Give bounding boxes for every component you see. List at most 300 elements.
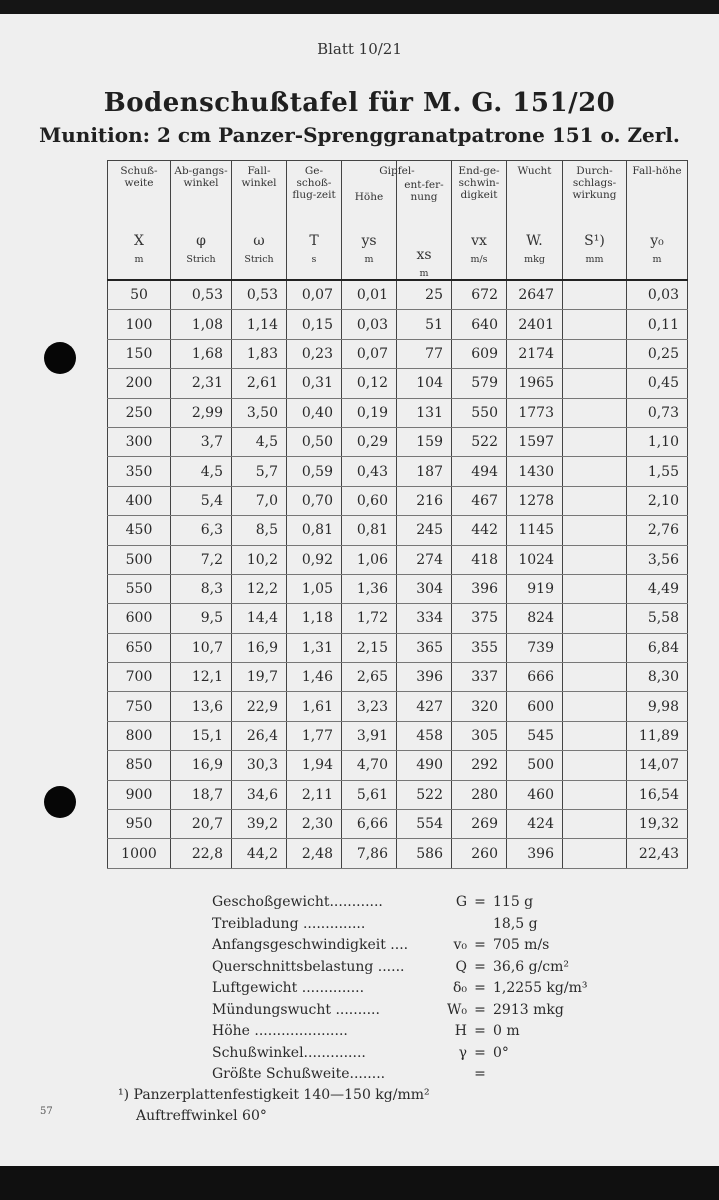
table-cell bbox=[563, 398, 627, 427]
table-row bbox=[108, 692, 688, 721]
column-symbol: ω bbox=[253, 233, 265, 249]
table-cell: 300 bbox=[108, 427, 171, 456]
column-label: End-ge-schwin-digkeit bbox=[458, 165, 500, 201]
constant-eq: = bbox=[474, 1023, 486, 1039]
table-row bbox=[108, 310, 688, 339]
table-cell: 2,48 bbox=[287, 839, 342, 868]
table-cell: 3,23 bbox=[342, 692, 397, 721]
table-cell: 14,4 bbox=[232, 604, 287, 633]
table-cell: 418 bbox=[452, 545, 507, 574]
table-cell: 0,15 bbox=[287, 310, 342, 339]
table-cell bbox=[563, 751, 627, 780]
table-cell: 320 bbox=[452, 692, 507, 721]
table-cell: 7,86 bbox=[342, 839, 397, 868]
constant-value: 2913 mkg bbox=[493, 1001, 564, 1018]
table-cell: 1773 bbox=[507, 398, 563, 427]
column-header bbox=[108, 161, 171, 281]
table-cell: 350 bbox=[108, 457, 171, 486]
constant-eq: = bbox=[474, 894, 486, 910]
table-cell bbox=[563, 486, 627, 515]
table-cell: 274 bbox=[397, 545, 452, 574]
table-cell: 2174 bbox=[507, 339, 563, 368]
column-header bbox=[627, 161, 688, 281]
column-label: Fall-winkel bbox=[241, 165, 277, 189]
column-symbol: X bbox=[134, 233, 144, 249]
constant-value: 0° bbox=[493, 1044, 509, 1061]
table-cell: 650 bbox=[108, 633, 171, 662]
table-cell: 396 bbox=[397, 663, 452, 692]
column-header bbox=[232, 161, 287, 281]
table-cell: 458 bbox=[397, 721, 452, 750]
table-cell: 0,53 bbox=[232, 280, 287, 310]
column-header bbox=[452, 161, 507, 281]
table-cell: 39,2 bbox=[232, 810, 287, 839]
table-cell: 9,98 bbox=[627, 692, 688, 721]
table-cell: 1278 bbox=[507, 486, 563, 515]
table-cell: 0,40 bbox=[287, 398, 342, 427]
table-cell: 0,45 bbox=[627, 369, 688, 398]
table-cell: 337 bbox=[452, 663, 507, 692]
column-symbol: φ bbox=[196, 233, 206, 249]
table-cell bbox=[563, 633, 627, 662]
table-cell: 0,12 bbox=[342, 369, 397, 398]
constant-value: 705 m/s bbox=[493, 937, 550, 953]
column-unit: m bbox=[652, 254, 662, 265]
footnote-line-1: Panzerplattenfestigkeit 140—150 kg/mm² bbox=[133, 1087, 430, 1103]
table-cell: 44,2 bbox=[232, 839, 287, 868]
table-row bbox=[108, 457, 688, 486]
constant-row bbox=[212, 1021, 588, 1043]
constant-symbol: G bbox=[455, 894, 467, 910]
footnote-marker: ¹) bbox=[118, 1087, 130, 1103]
table-cell: 50 bbox=[108, 280, 171, 310]
table-cell: 586 bbox=[397, 839, 452, 868]
table-cell bbox=[563, 369, 627, 398]
table-cell: 750 bbox=[108, 692, 171, 721]
table-cell: 3,56 bbox=[627, 545, 688, 574]
table-cell: 16,9 bbox=[232, 633, 287, 662]
table-cell: 22,9 bbox=[232, 692, 287, 721]
table-cell: 500 bbox=[507, 751, 563, 780]
table-cell: 0,29 bbox=[342, 427, 397, 456]
table-cell: 25 bbox=[397, 280, 452, 310]
firing-table bbox=[107, 160, 688, 869]
table-cell: 1597 bbox=[507, 427, 563, 456]
table-cell: 1,72 bbox=[342, 604, 397, 633]
column-label bbox=[344, 165, 415, 231]
table-cell: 12,1 bbox=[171, 663, 232, 692]
table-cell: 12,2 bbox=[232, 574, 287, 603]
constant-value: 1,2255 kg/m³ bbox=[493, 980, 588, 996]
constants-list bbox=[212, 892, 588, 1086]
constant-eq: = bbox=[474, 1066, 486, 1082]
table-cell: 0,03 bbox=[627, 280, 688, 310]
table-cell: 0,81 bbox=[287, 516, 342, 545]
table-cell: 2,30 bbox=[287, 810, 342, 839]
table-cell: 1,18 bbox=[287, 604, 342, 633]
table-cell: 0,23 bbox=[287, 339, 342, 368]
table-cell bbox=[563, 280, 627, 310]
table-cell: 355 bbox=[452, 633, 507, 662]
table-cell: 1,08 bbox=[171, 310, 232, 339]
group-label: Gipfel- bbox=[379, 165, 415, 177]
column-symbol: T bbox=[309, 233, 319, 249]
table-cell: 0,60 bbox=[342, 486, 397, 515]
table-cell: 10,2 bbox=[232, 545, 287, 574]
table-cell bbox=[563, 604, 627, 633]
table-row bbox=[108, 427, 688, 456]
table-cell: 6,84 bbox=[627, 633, 688, 662]
table-cell: 442 bbox=[452, 516, 507, 545]
table-cell: 522 bbox=[397, 780, 452, 809]
table-row bbox=[108, 721, 688, 750]
table-cell: 1,05 bbox=[287, 574, 342, 603]
table-cell: 824 bbox=[507, 604, 563, 633]
table-cell: 334 bbox=[397, 604, 452, 633]
constant-label: Geschoßgewicht............ bbox=[212, 894, 383, 910]
constant-row bbox=[212, 978, 588, 1000]
table-cell: 14,07 bbox=[627, 751, 688, 780]
table-cell: 131 bbox=[397, 398, 452, 427]
column-label-text: Höhe bbox=[354, 191, 384, 203]
table-cell: 16,54 bbox=[627, 780, 688, 809]
column-label: Wucht bbox=[517, 165, 552, 177]
table-cell: 1,94 bbox=[287, 751, 342, 780]
constant-row bbox=[212, 935, 588, 957]
footnote bbox=[118, 1085, 430, 1127]
table-row bbox=[108, 839, 688, 868]
table-cell: 1,10 bbox=[627, 427, 688, 456]
table-cell: 1,55 bbox=[627, 457, 688, 486]
table-cell: 245 bbox=[397, 516, 452, 545]
table-header bbox=[108, 161, 688, 281]
table-row bbox=[108, 545, 688, 574]
table-cell: 9,5 bbox=[171, 604, 232, 633]
table-cell bbox=[563, 310, 627, 339]
footnote-line-2: Auftreffwinkel 60° bbox=[136, 1108, 267, 1124]
table-cell: 467 bbox=[452, 486, 507, 515]
constant-label: Anfangsgeschwindigkeit .... bbox=[212, 937, 409, 953]
constant-symbol: H bbox=[454, 1023, 467, 1039]
table-cell: 150 bbox=[108, 339, 171, 368]
constant-symbol: W₀ bbox=[446, 1001, 467, 1018]
table-cell: 427 bbox=[397, 692, 452, 721]
table-row bbox=[108, 751, 688, 780]
column-unit: Strich bbox=[186, 254, 216, 265]
table-cell: 250 bbox=[108, 398, 171, 427]
table-cell: 20,7 bbox=[171, 810, 232, 839]
table-cell: 600 bbox=[507, 692, 563, 721]
table-row bbox=[108, 280, 688, 310]
punch-hole bbox=[44, 342, 76, 374]
column-unit: m bbox=[134, 254, 144, 265]
table-cell: 1,31 bbox=[287, 633, 342, 662]
table-cell: 3,7 bbox=[171, 427, 232, 456]
column-symbol: y₀ bbox=[650, 233, 664, 249]
sheet-number: Blatt 10/21 bbox=[317, 40, 402, 58]
table-cell: 0,43 bbox=[342, 457, 397, 486]
table-cell: 0,53 bbox=[171, 280, 232, 310]
table-cell: 2,65 bbox=[342, 663, 397, 692]
table-row bbox=[108, 369, 688, 398]
constant-value: 36,6 g/cm² bbox=[493, 958, 570, 975]
table-cell: 900 bbox=[108, 780, 171, 809]
table-cell: 2,10 bbox=[627, 486, 688, 515]
table-row bbox=[108, 516, 688, 545]
column-header bbox=[507, 161, 563, 281]
table-cell: 6,66 bbox=[342, 810, 397, 839]
page-number: 57 bbox=[40, 1106, 53, 1117]
table-cell: 187 bbox=[397, 457, 452, 486]
table-cell: 396 bbox=[452, 574, 507, 603]
table-cell: 5,4 bbox=[171, 486, 232, 515]
constant-value: 18,5 g bbox=[493, 915, 538, 932]
constant-row bbox=[212, 914, 588, 936]
table-cell: 1024 bbox=[507, 545, 563, 574]
table-cell: 0,50 bbox=[287, 427, 342, 456]
table-cell bbox=[563, 545, 627, 574]
column-symbol: vx bbox=[471, 233, 487, 249]
table-cell: 7,2 bbox=[171, 545, 232, 574]
column-header bbox=[171, 161, 232, 281]
table-cell: 30,3 bbox=[232, 751, 287, 780]
table-cell: 22,8 bbox=[171, 839, 232, 868]
table-cell: 494 bbox=[452, 457, 507, 486]
table-cell: 8,5 bbox=[232, 516, 287, 545]
table-cell: 739 bbox=[507, 633, 563, 662]
table-cell: 554 bbox=[397, 810, 452, 839]
table-cell: 22,43 bbox=[627, 839, 688, 868]
column-symbol: W. bbox=[526, 233, 543, 249]
table-cell: 11,89 bbox=[627, 721, 688, 750]
constant-label: Schußwinkel.............. bbox=[212, 1044, 366, 1061]
table-cell: 0,11 bbox=[627, 310, 688, 339]
constant-eq: = bbox=[474, 980, 486, 996]
column-label: Fall-höhe bbox=[632, 165, 682, 177]
table-row bbox=[108, 780, 688, 809]
table-cell bbox=[563, 839, 627, 868]
column-symbol: ys bbox=[361, 233, 377, 249]
constant-value: 115 g bbox=[493, 894, 534, 910]
table-cell: 2,31 bbox=[171, 369, 232, 398]
table-cell: 2,76 bbox=[627, 516, 688, 545]
table-cell: 1,61 bbox=[287, 692, 342, 721]
table-cell: 280 bbox=[452, 780, 507, 809]
table-cell: 0,73 bbox=[627, 398, 688, 427]
table-cell: 640 bbox=[452, 310, 507, 339]
table-cell: 51 bbox=[397, 310, 452, 339]
table-cell: 1,06 bbox=[342, 545, 397, 574]
table-cell: 1,77 bbox=[287, 721, 342, 750]
constant-label: Höhe ..................... bbox=[212, 1023, 348, 1039]
table-cell: 4,5 bbox=[171, 457, 232, 486]
table-cell: 950 bbox=[108, 810, 171, 839]
table-cell: 19,32 bbox=[627, 810, 688, 839]
table-cell: 0,70 bbox=[287, 486, 342, 515]
table-cell bbox=[563, 516, 627, 545]
constant-eq: = bbox=[474, 1044, 486, 1061]
table-cell: 5,61 bbox=[342, 780, 397, 809]
column-unit: Strich bbox=[244, 254, 274, 265]
table-cell bbox=[563, 457, 627, 486]
table-cell: 500 bbox=[108, 545, 171, 574]
table-cell: 4,70 bbox=[342, 751, 397, 780]
column-label: Ge-schoß-flug-zeit bbox=[292, 165, 336, 201]
table-cell: 216 bbox=[397, 486, 452, 515]
table-cell: 200 bbox=[108, 369, 171, 398]
table-row bbox=[108, 339, 688, 368]
table-cell bbox=[563, 574, 627, 603]
table-cell: 3,91 bbox=[342, 721, 397, 750]
constant-symbol: v₀ bbox=[453, 937, 467, 953]
column-unit: m/s bbox=[470, 254, 488, 265]
table-cell: 0,07 bbox=[342, 339, 397, 368]
table-cell: 16,9 bbox=[171, 751, 232, 780]
table-cell: 0,92 bbox=[287, 545, 342, 574]
table-cell: 0,01 bbox=[342, 280, 397, 310]
column-label: Schuß-weite bbox=[120, 165, 158, 189]
constant-label: Luftgewicht .............. bbox=[212, 980, 365, 996]
table-cell: 5,7 bbox=[232, 457, 287, 486]
column-header bbox=[342, 161, 415, 281]
table-cell: 4,5 bbox=[232, 427, 287, 456]
table-row bbox=[108, 604, 688, 633]
table-cell: 1000 bbox=[108, 839, 171, 868]
table-cell: 1,46 bbox=[287, 663, 342, 692]
constant-symbol: δ₀ bbox=[452, 980, 467, 996]
table-cell: 0,31 bbox=[287, 369, 342, 398]
table-cell: 579 bbox=[452, 369, 507, 398]
table-cell: 0,59 bbox=[287, 457, 342, 486]
table-cell: 0,19 bbox=[342, 398, 397, 427]
table-cell: 3,50 bbox=[232, 398, 287, 427]
constant-row bbox=[212, 957, 588, 979]
column-symbol: S¹) bbox=[584, 233, 605, 249]
table-cell: 700 bbox=[108, 663, 171, 692]
table-cell: 1965 bbox=[507, 369, 563, 398]
table-cell: 104 bbox=[397, 369, 452, 398]
table-cell bbox=[563, 663, 627, 692]
constant-label: Querschnittsbelastung ...... bbox=[212, 958, 405, 975]
table-cell: 1,68 bbox=[171, 339, 232, 368]
constant-value: 0 m bbox=[493, 1023, 520, 1039]
table-cell: 0,81 bbox=[342, 516, 397, 545]
table-cell: 0,25 bbox=[627, 339, 688, 368]
column-unit: mkg bbox=[524, 254, 545, 265]
constant-label: Treibladung .............. bbox=[212, 915, 366, 932]
table-cell: 490 bbox=[397, 751, 452, 780]
table-cell: 460 bbox=[507, 780, 563, 809]
table-row bbox=[108, 663, 688, 692]
constant-symbol: Q bbox=[455, 958, 467, 975]
table-cell: 19,7 bbox=[232, 663, 287, 692]
table-cell: 0,07 bbox=[287, 280, 342, 310]
constant-row bbox=[212, 892, 588, 914]
table-cell bbox=[563, 721, 627, 750]
constant-eq: = bbox=[474, 937, 486, 953]
table-cell: 8,3 bbox=[171, 574, 232, 603]
page-title: Bodenschußtafel für M. G. 151/20 bbox=[103, 88, 616, 118]
column-label-text: ent-fer-nung bbox=[404, 179, 444, 203]
table-cell: 1,14 bbox=[232, 310, 287, 339]
scan-border bbox=[0, 0, 719, 14]
table-cell: 10,7 bbox=[171, 633, 232, 662]
constant-label: Größte Schußweite........ bbox=[212, 1066, 386, 1082]
table-cell: 7,0 bbox=[232, 486, 287, 515]
constant-eq: = bbox=[474, 958, 486, 975]
table-cell: 424 bbox=[507, 810, 563, 839]
table-cell: 609 bbox=[452, 339, 507, 368]
table-cell: 1145 bbox=[507, 516, 563, 545]
table-cell: 550 bbox=[452, 398, 507, 427]
column-header bbox=[287, 161, 342, 281]
table-cell bbox=[563, 692, 627, 721]
table-cell: 4,49 bbox=[627, 574, 688, 603]
table-cell: 666 bbox=[507, 663, 563, 692]
table-cell: 1,83 bbox=[232, 339, 287, 368]
table-cell: 18,7 bbox=[171, 780, 232, 809]
column-symbol: xs bbox=[416, 247, 432, 263]
table-cell: 6,3 bbox=[171, 516, 232, 545]
table-cell: 1,36 bbox=[342, 574, 397, 603]
constant-label: Mündungswucht .......... bbox=[212, 1001, 380, 1018]
table-row bbox=[108, 486, 688, 515]
constant-symbol: γ bbox=[458, 1044, 467, 1061]
table-cell: 550 bbox=[108, 574, 171, 603]
table-row bbox=[108, 398, 688, 427]
column-label: Durch-schlags-wirkung bbox=[572, 165, 617, 201]
table-cell: 365 bbox=[397, 633, 452, 662]
column-unit: m bbox=[364, 254, 374, 265]
column-unit: s bbox=[311, 254, 317, 265]
table-cell: 375 bbox=[452, 604, 507, 633]
table-cell: 260 bbox=[452, 839, 507, 868]
table-row bbox=[108, 810, 688, 839]
table-cell: 305 bbox=[452, 721, 507, 750]
table-body bbox=[108, 280, 688, 868]
table-cell bbox=[563, 427, 627, 456]
table-cell: 919 bbox=[507, 574, 563, 603]
constant-eq: = bbox=[474, 1001, 486, 1018]
table-cell: 2,99 bbox=[171, 398, 232, 427]
table-cell: 34,6 bbox=[232, 780, 287, 809]
table-cell: 2,11 bbox=[287, 780, 342, 809]
table-cell bbox=[563, 339, 627, 368]
table-cell: 15,1 bbox=[171, 721, 232, 750]
table-cell: 396 bbox=[507, 839, 563, 868]
table-cell: 0,03 bbox=[342, 310, 397, 339]
table-cell: 522 bbox=[452, 427, 507, 456]
table-row bbox=[108, 574, 688, 603]
column-header bbox=[563, 161, 627, 281]
table-cell: 2401 bbox=[507, 310, 563, 339]
constant-row bbox=[212, 1000, 588, 1022]
table-cell: 672 bbox=[452, 280, 507, 310]
table-cell: 5,58 bbox=[627, 604, 688, 633]
table-row bbox=[108, 633, 688, 662]
page-subtitle: Munition: 2 cm Panzer-Sprenggranatpatrone 151 o. Zerl. bbox=[39, 123, 680, 147]
table-cell: 304 bbox=[397, 574, 452, 603]
table-cell: 13,6 bbox=[171, 692, 232, 721]
table-cell: 2,61 bbox=[232, 369, 287, 398]
table-cell: 600 bbox=[108, 604, 171, 633]
table-cell: 450 bbox=[108, 516, 171, 545]
table-cell: 159 bbox=[397, 427, 452, 456]
table-cell bbox=[563, 780, 627, 809]
table-cell: 292 bbox=[452, 751, 507, 780]
column-label: Ab-gangs-winkel bbox=[174, 165, 228, 189]
table-cell: 850 bbox=[108, 751, 171, 780]
